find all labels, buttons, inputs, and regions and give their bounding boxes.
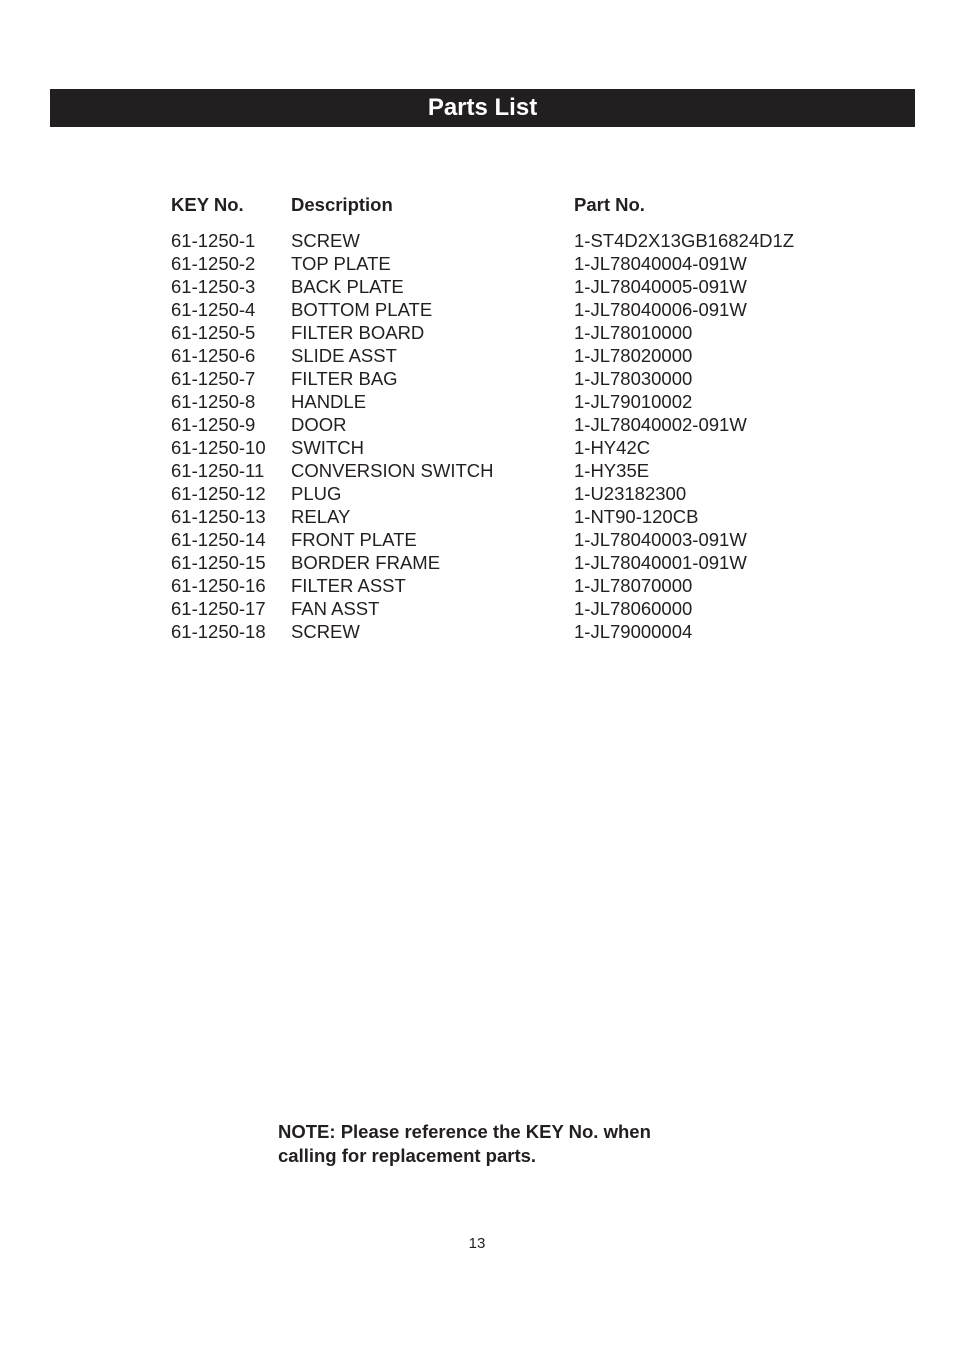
note-line-1: NOTE: Please reference the KEY No. when [278,1121,651,1142]
cell-part-no: 1-JL78060000 [574,598,693,619]
cell-part-no: 1-ST4D2X13GB16824D1Z [574,230,795,251]
table-row [171,436,831,459]
cell-description: PLUG [291,483,342,504]
cell-key-no: 61-1250-4 [171,299,256,320]
table-row [171,413,831,436]
cell-key-no: 61-1250-10 [171,437,266,458]
cell-description: BORDER FRAME [291,552,441,573]
table-row [171,459,831,482]
table-row [171,574,831,597]
cell-description: TOP PLATE [291,253,391,274]
cell-key-no: 61-1250-14 [171,529,266,550]
cell-key-no: 61-1250-12 [171,483,266,504]
cell-part-no: 1-NT90-120CB [574,506,699,527]
cell-part-no: 1-HY42C [574,437,651,458]
table-row [171,482,831,505]
table-row [171,298,831,321]
table-row [171,275,831,298]
cell-key-no: 61-1250-2 [171,253,256,274]
cell-part-no: 1-JL78010000 [574,322,693,343]
cell-key-no: 61-1250-7 [171,368,256,389]
cell-key-no: 61-1250-13 [171,506,266,527]
cell-key-no: 61-1250-18 [171,621,266,642]
header-key-no: KEY No. [171,194,244,215]
cell-part-no: 1-JL79010002 [574,391,693,412]
cell-description: DOOR [291,414,347,435]
cell-description: SCREW [291,621,360,642]
cell-part-no: 1-JL79000004 [574,621,693,642]
cell-key-no: 61-1250-17 [171,598,266,619]
cell-description: FRONT PLATE [291,529,417,550]
note-line-2: calling for replacement parts. [278,1145,537,1166]
table-row [171,597,831,620]
table-row [171,229,831,252]
header-description: Description [291,194,393,215]
cell-part-no: 1-JL78040004-091W [574,253,747,274]
cell-part-no: 1-U23182300 [574,483,687,504]
cell-description: BOTTOM PLATE [291,299,433,320]
table-body [171,229,831,643]
cell-description: HANDLE [291,391,367,412]
table-row [171,321,831,344]
page-title: Parts List [427,94,538,121]
cell-description: BACK PLATE [291,276,404,297]
cell-key-no: 61-1250-6 [171,345,256,366]
cell-part-no: 1-JL78040005-091W [574,276,747,297]
cell-key-no: 61-1250-15 [171,552,266,573]
cell-part-no: 1-JL78040003-091W [574,529,747,550]
cell-description: FILTER ASST [291,575,406,596]
cell-key-no: 61-1250-3 [171,276,256,297]
title-bar [50,89,915,127]
cell-key-no: 61-1250-11 [171,460,265,481]
cell-description: SWITCH [291,437,364,458]
table-row [171,390,831,413]
table-row [171,551,831,574]
table-row [171,505,831,528]
cell-description: CONVERSION SWITCH [291,460,494,481]
page-number: 13 [468,1235,486,1252]
replacement-note [278,1120,698,1168]
cell-key-no: 61-1250-1 [171,230,256,251]
cell-description: FAN ASST [291,598,380,619]
cell-part-no: 1-JL78040001-091W [574,552,747,573]
cell-key-no: 61-1250-9 [171,414,256,435]
cell-description: FILTER BOARD [291,322,425,343]
cell-part-no: 1-JL78040006-091W [574,299,747,320]
table-row [171,252,831,275]
cell-part-no: 1-JL78070000 [574,575,693,596]
cell-key-no: 61-1250-16 [171,575,266,596]
parts-table [171,193,831,643]
header-part-no: Part No. [574,194,645,215]
table-row [171,528,831,551]
cell-key-no: 61-1250-8 [171,391,256,412]
table-header-row [171,193,831,223]
cell-description: FILTER BAG [291,368,398,389]
table-row [171,367,831,390]
cell-description: SLIDE ASST [291,345,397,366]
cell-part-no: 1-JL78040002-091W [574,414,747,435]
cell-description: SCREW [291,230,360,251]
cell-part-no: 1-HY35E [574,460,650,481]
table-row [171,344,831,367]
cell-part-no: 1-JL78020000 [574,345,693,366]
cell-part-no: 1-JL78030000 [574,368,693,389]
cell-description: RELAY [291,506,351,527]
cell-key-no: 61-1250-5 [171,322,256,343]
table-row [171,620,831,643]
